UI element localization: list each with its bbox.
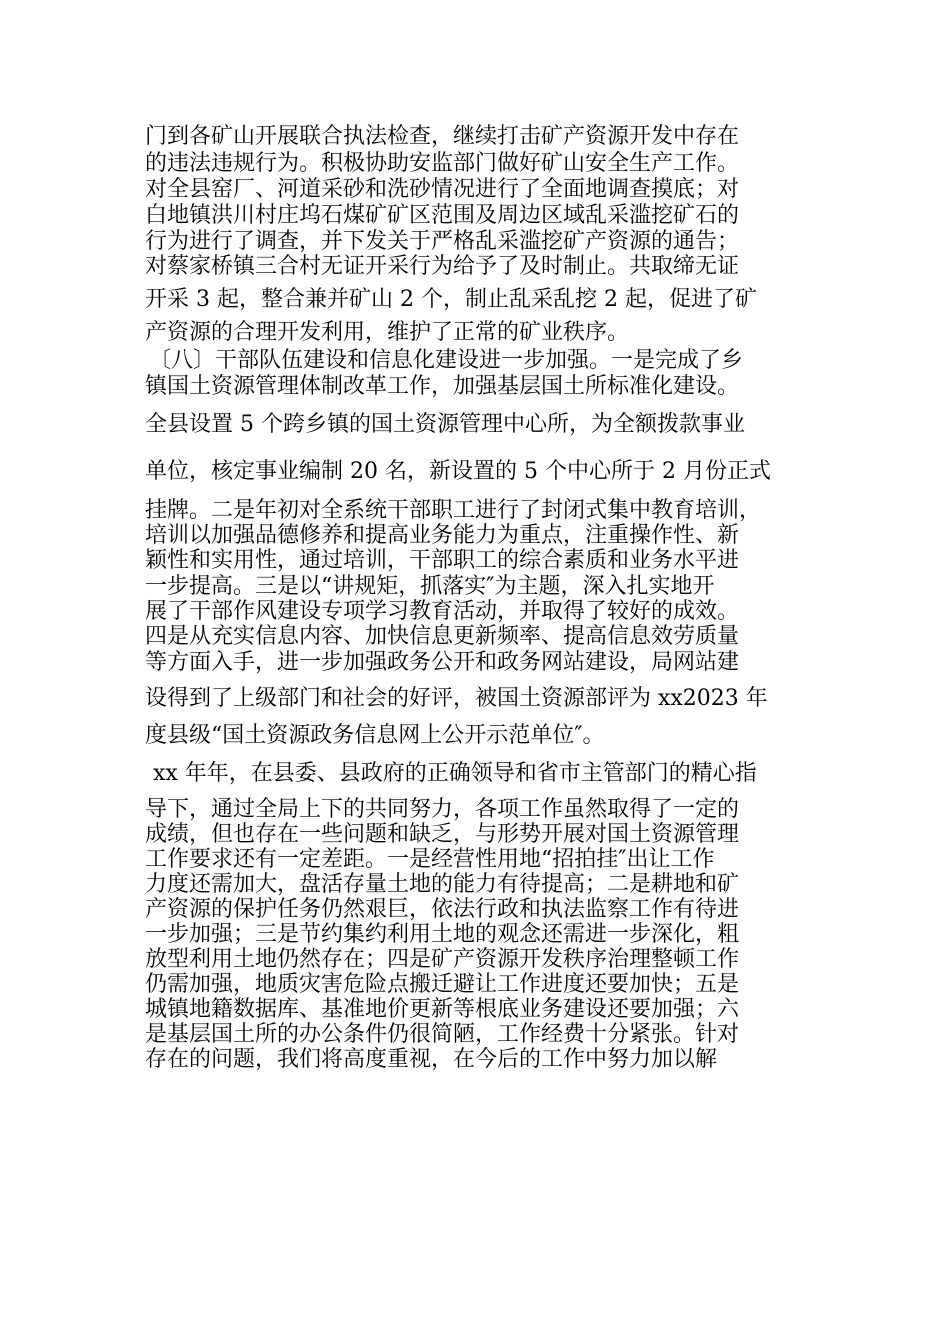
text-line: 仍需加强，地质灾害危险点搬迁避让工作进度还要加快；五是 [145,972,740,997]
text-line: 产资源的保护任务仍然艰巨，依法行政和执法监察工作有待进 [145,897,740,922]
text-line: 展了干部作风建设专项学习教育活动，并取得了较好的成效。 [145,599,740,624]
text-line: 开采 3 起，整合兼并矿山 2 个，制止乱采乱挖 2 起，促进了矿 [145,287,757,312]
text-line: 〔八〕干部队伍建设和信息化建设进一步加强。一是完成了乡 [149,348,744,373]
text-line: 对蔡家桥镇三合村无证开采行为给予了及时制止。共取缔无证 [145,254,740,279]
text-line: 放型利用土地仍然存在；四是矿产资源开发秩序治理整顿工作 [145,947,740,972]
text-line: 成绩，但也存在一些问题和缺乏，与形势开展对国土资源管理 [145,822,740,847]
text-line: 导下，通过全局上下的共同努力，各项工作虽然取得了一定的 [145,797,740,822]
text-line: 单位，核定事业编制 20 名，新设置的 5 个中心所于 2 月份正式 [145,459,771,484]
text-line: 门到各矿山开展联合执法检查，继续打击矿产资源开发中存在 [145,124,740,149]
text-line: 产资源的合理开发利用，维护了正常的矿业秩序。 [145,320,630,345]
text-line: 的违法违规行为。积极协助安监部门做好矿山安全生产工作。 [145,151,740,176]
text-line: 是基层国土所的办公条件仍很简陋，工作经费十分紧张。针对 [145,1022,740,1047]
text-line: 行为进行了调查，并下发关于严格乱采滥挖矿产资源的通告； [145,229,740,254]
text-line: 一步提高。三是以“讲规矩，抓落实″为主题，深入扎实地开 [145,574,715,599]
text-line: 等方面入手，进一步加强政务公开和政务网站建设，局网站建 [145,650,740,675]
text-line: 工作要求还有一定差距。一是经营性用地“招拍挂″出让工作 [145,847,715,872]
text-line: 全县设置 5 个跨乡镇的国土资源管理中心所，为全额拨款事业 [145,412,745,437]
text-line: 力度还需加大，盘活存量土地的能力有待提高；二是耕地和矿 [145,872,740,897]
text-line: xx 年年，在县委、县政府的正确领导和省市主管部门的精心指 [153,761,757,786]
text-line: 城镇地籍数据库、基准地价更新等根底业务建设还要加强；六 [145,997,740,1022]
text-line: 度县级“国土资源政务信息网上公开示范单位″。 [145,723,605,748]
text-line: 存在的问题，我们将高度重视，在今后的工作中努力加以解 [145,1047,718,1072]
text-line: 挂牌。二是年初对全系统干部职工进行了封闭式集中教育培训， [145,498,762,523]
text-line: 颖性和实用性，通过培训，干部职工的综合素质和业务水平进 [145,548,740,573]
text-line: 设得到了上级部门和社会的好评，被国土资源部评为 xx2023 年 [145,686,768,711]
text-line: 一步加强；三是节约集约利用土地的观念还需进一步深化，粗 [145,922,740,947]
text-line: 对全县窑厂、河道采砂和洗砂情况进行了全面地调查摸底；对 [145,177,740,202]
text-line: 四是从充实信息内容、加快信息更新频率、提高信息效劳质量 [145,624,740,649]
text-line: 培训以加强品德修养和提高业务能力为重点，注重操作性、新 [145,523,740,548]
text-line: 白地镇洪川村庄坞石煤矿矿区范围及周边区域乱采滥挖矿石的 [145,203,740,228]
text-line: 镇国土资源管理体制改革工作，加强基层国土所标准化建设。 [145,374,740,399]
